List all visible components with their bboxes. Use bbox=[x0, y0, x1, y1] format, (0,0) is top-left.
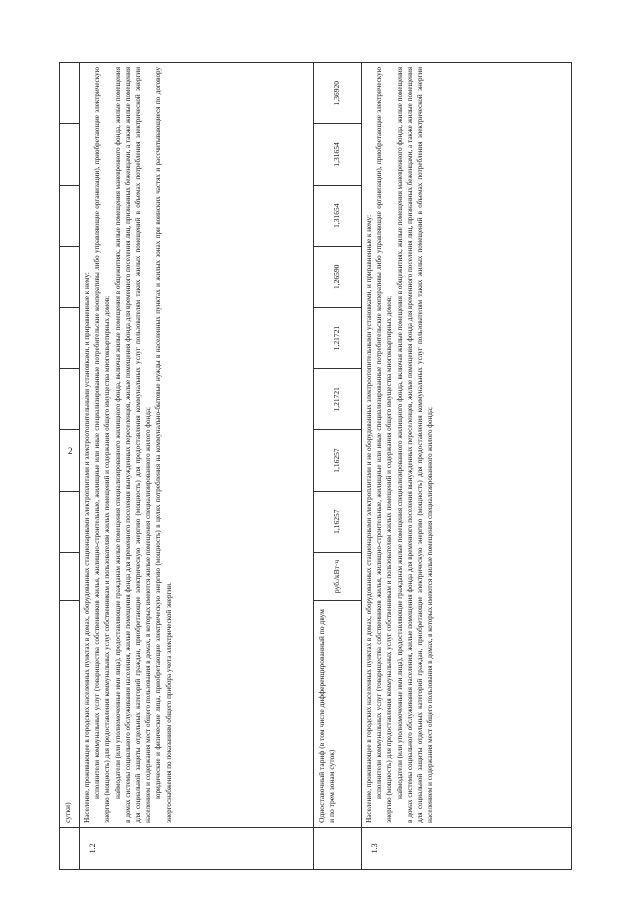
paragraph: исполнители коммунальных услуг (товарищества собственников жилья, жилищно-строительные, жилищные или иные специализированные потребительские кооперативы либо управляющие организации), приобретающие электрическую энергию (мощность) для предоставления коммунальных услуг собственникам и пользователям жилых помещений и содержания общего имущества многоквартирных домов; bbox=[93, 67, 112, 823]
table-row bbox=[80, 63, 314, 870]
table-row bbox=[362, 63, 572, 870]
continued-label: сутки) bbox=[60, 601, 80, 828]
rotated-tariff-table bbox=[59, 62, 579, 870]
paragraph: наймодатели (или уполномоченные ими лица), предоставляющие гражданам жилые помещения специализированного жилищного фонда, включая жилые помещения в общежитиях, жилые помещения маневренного фонда, жилые помещения в домах системы социального обслуживания населения, жилые помещения фонда для временного поселения вынужденных переселенцев, жилые помещения фонда для временного поселения лиц, признанных беженцами, а также жилые помещения для социальной защиты отдельных категорий граждан, приобретающие электрическую энергию (мощность) для предоставления коммунальных услуг пользователям таких жилых помещений в объемах потребления электрической энергии населением и содержания мест общего пользования в домах, в которых имеются жилые помещения специализированного жилого фонда; bbox=[113, 67, 153, 823]
row-heading: Население, проживающее в городских населенных пунктах в домах, оборудованных стационарными электроплитами и электроотопительными установками, и приравненные к нему: bbox=[83, 272, 91, 823]
paragraph: исполнители коммунальных услуг (товарищества собственников жилья, жилищно-строительные, жилищные или иные специализированные потребительские кооперативы либо управляющие организации), приобретающие электрическую энергию (мощность) для предоставления коммунальных услуг собственникам и пользователям жилых помещений и содержания общего имущества многоквартирных домов; bbox=[375, 67, 394, 823]
empty-cell bbox=[314, 827, 362, 869]
empty-cell bbox=[60, 827, 80, 869]
row-heading: Население, проживающее в городских населенных пунктах в домах, оборудованных стационарными электроплитами и не оборудованных электроотопительными установками, и приравненные к нему: bbox=[365, 214, 373, 823]
tariff-label: Одноставочный тариф (в том числе дифференцированный по двум и по трем зонам суток) bbox=[314, 601, 362, 828]
row-number: 1.2 bbox=[80, 827, 314, 869]
tariff-value: 1,31654 bbox=[314, 124, 362, 185]
tariff-value: 1,31654 bbox=[314, 185, 362, 246]
table-row bbox=[314, 63, 362, 870]
tariff-table bbox=[59, 62, 572, 870]
page-number: 2 bbox=[68, 446, 73, 456]
tariff-value: 1,36920 bbox=[314, 63, 362, 124]
paragraph: юридические и физические лица, приобретающие электрическую энергию (мощность) в целях потребления на коммунально-бытовые нужды в населенных пунктах и жилых зонах при воинских частях и рассчитывающиеся по договору энергоснабжения по показаниям общего прибора учета электрической энергии. bbox=[154, 67, 173, 823]
row-description bbox=[362, 63, 572, 828]
tariff-unit: руб./кВт·ч bbox=[314, 552, 362, 600]
table-row bbox=[60, 63, 80, 870]
tariff-value: 1,26590 bbox=[314, 246, 362, 307]
row-number: 1.3 bbox=[362, 827, 572, 869]
paragraph: наймодатели (или уполномоченные ими лица), предоставляющие гражданам жилые помещения специализированного жилищного фонда, включая жилые помещения в общежитиях, жилые помещения маневренного фонда, жилые помещения в домах системы социального обслуживания населения, жилые помещения фонда для временного поселения вынужденных переселенцев, жилые помещения фонда для временного поселения лиц, признанных беженцами, а также жилые помещения для социальной защиты отдельных категорий граждан, приобретающие электрическую энергию (мощность) для предоставления коммунальных услуг пользователям таких жилых помещений в объемах потребления электрической энергии населением и содержания мест общего пользования в домах, в которых имеются жилые помещения специализированного жилого фонда; bbox=[395, 67, 435, 823]
row-description bbox=[80, 63, 314, 828]
tariff-value: 1,16257 bbox=[314, 430, 362, 491]
tariff-value: 1,21721 bbox=[314, 307, 362, 368]
tariff-value: 1,16257 bbox=[314, 491, 362, 552]
tariff-value: 1,21721 bbox=[314, 369, 362, 430]
empty-cell bbox=[60, 552, 80, 600]
